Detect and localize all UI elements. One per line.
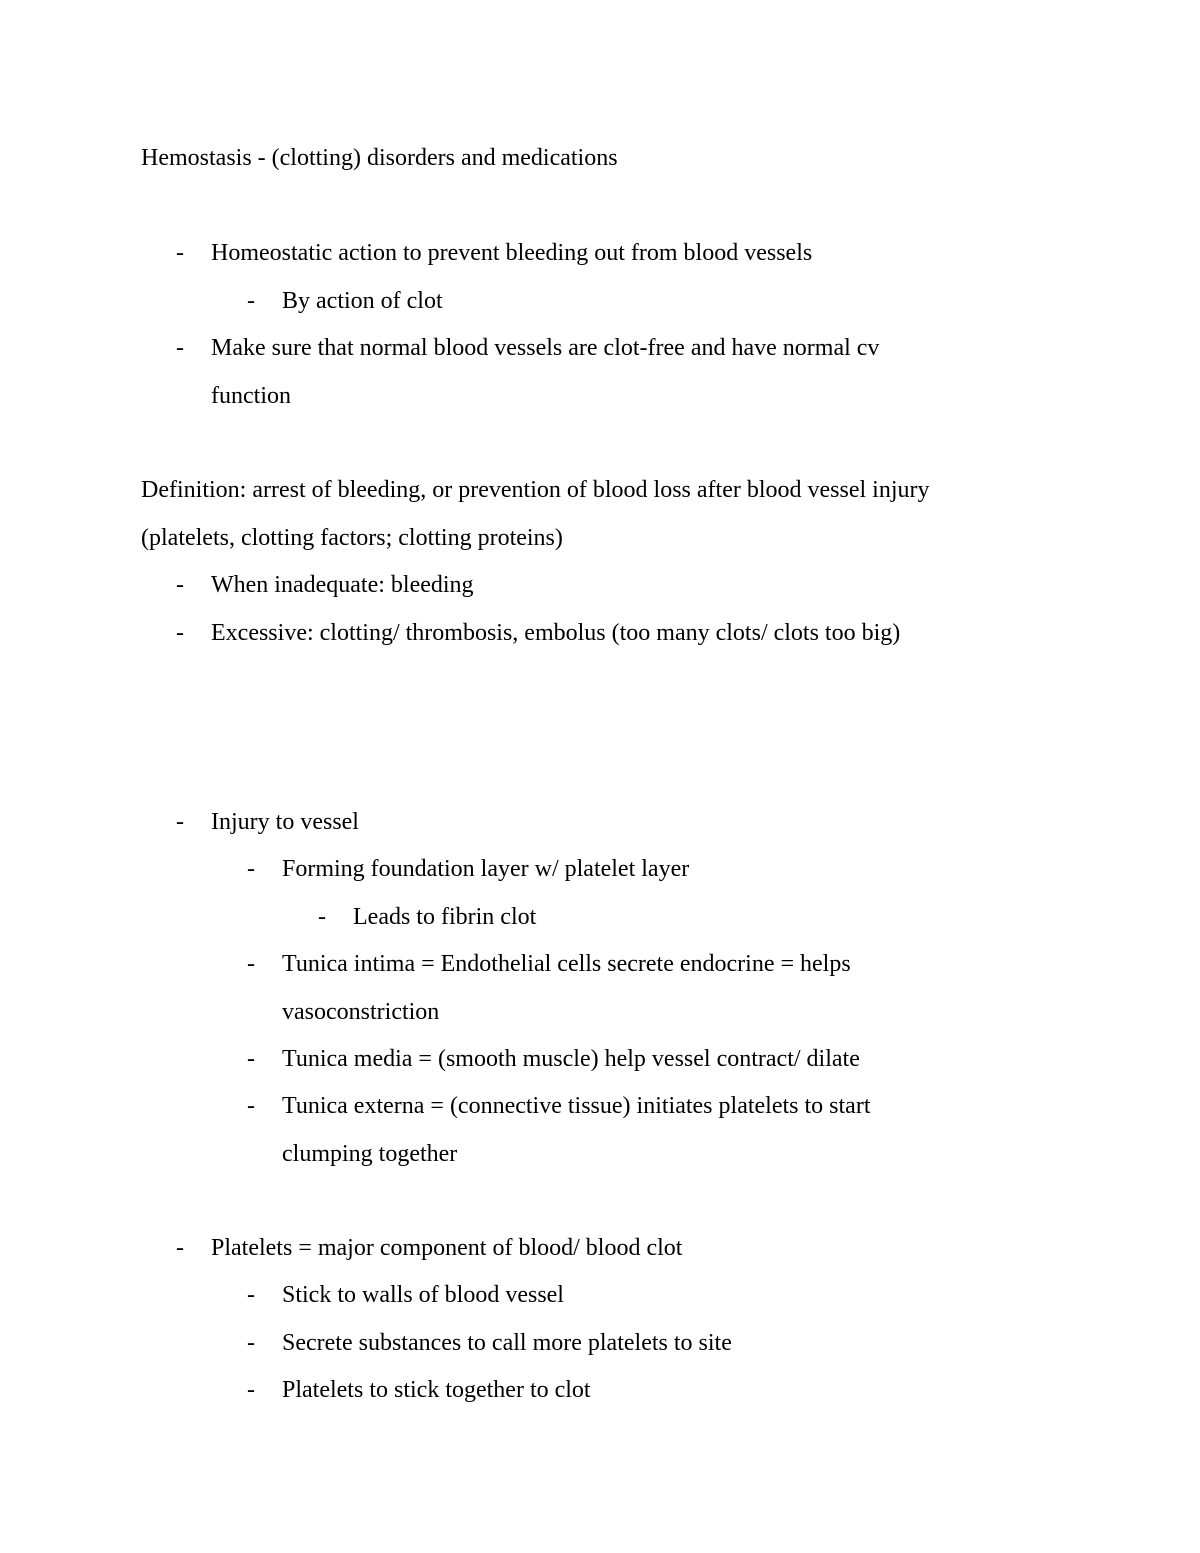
bullet-dash: -: [247, 1330, 255, 1356]
list-item: Make sure that normal blood vessels are clot-free and have normal cv: [211, 335, 880, 361]
bullet-dash: -: [176, 620, 184, 646]
list-item: Leads to fibrin clot: [353, 904, 537, 930]
list-item: Stick to walls of blood vessel: [282, 1282, 564, 1308]
bullet-dash: -: [318, 904, 326, 930]
bullet-dash: -: [247, 856, 255, 882]
bullet-dash: -: [247, 1282, 255, 1308]
list-item: Tunica externa = (connective tissue) initiates platelets to start: [282, 1093, 871, 1119]
document-title: Hemostasis - (clotting) disorders and medications: [141, 145, 618, 171]
bullet-dash: -: [247, 1046, 255, 1072]
list-item: Forming foundation layer w/ platelet layer: [282, 856, 690, 882]
definition-line-1: Definition: arrest of bleeding, or prevention of blood loss after blood vessel injury: [141, 477, 930, 503]
list-item-continuation: vasoconstriction: [282, 999, 440, 1025]
bullet-dash: -: [247, 288, 255, 314]
bullet-dash: -: [176, 572, 184, 598]
list-item: By action of clot: [282, 288, 443, 314]
list-item-continuation: function: [211, 383, 291, 409]
section-heading-injury: Injury to vessel: [211, 809, 359, 835]
list-item: Excessive: clotting/ thrombosis, embolus (too many clots/ clots too big): [211, 620, 901, 646]
bullet-dash: -: [176, 335, 184, 361]
bullet-dash: -: [176, 240, 184, 266]
list-item: Tunica media = (smooth muscle) help vessel contract/ dilate: [282, 1046, 860, 1072]
definition-line-2: (platelets, clotting factors; clotting proteins): [141, 525, 563, 551]
list-item: Tunica intima = Endothelial cells secrete endocrine = helps: [282, 951, 851, 977]
bullet-dash: -: [247, 1377, 255, 1403]
bullet-dash: -: [247, 951, 255, 977]
section-heading-platelets: Platelets = major component of blood/ blood clot: [211, 1235, 683, 1261]
list-item: Homeostatic action to prevent bleeding out from blood vessels: [211, 240, 813, 266]
bullet-dash: -: [247, 1093, 255, 1119]
bullet-dash: -: [176, 809, 184, 835]
list-item: Platelets to stick together to clot: [282, 1377, 591, 1403]
list-item-continuation: clumping together: [282, 1141, 458, 1167]
bullet-dash: -: [176, 1235, 184, 1261]
list-item: When inadequate: bleeding: [211, 572, 474, 598]
list-item: Secrete substances to call more platelets to site: [282, 1330, 732, 1356]
